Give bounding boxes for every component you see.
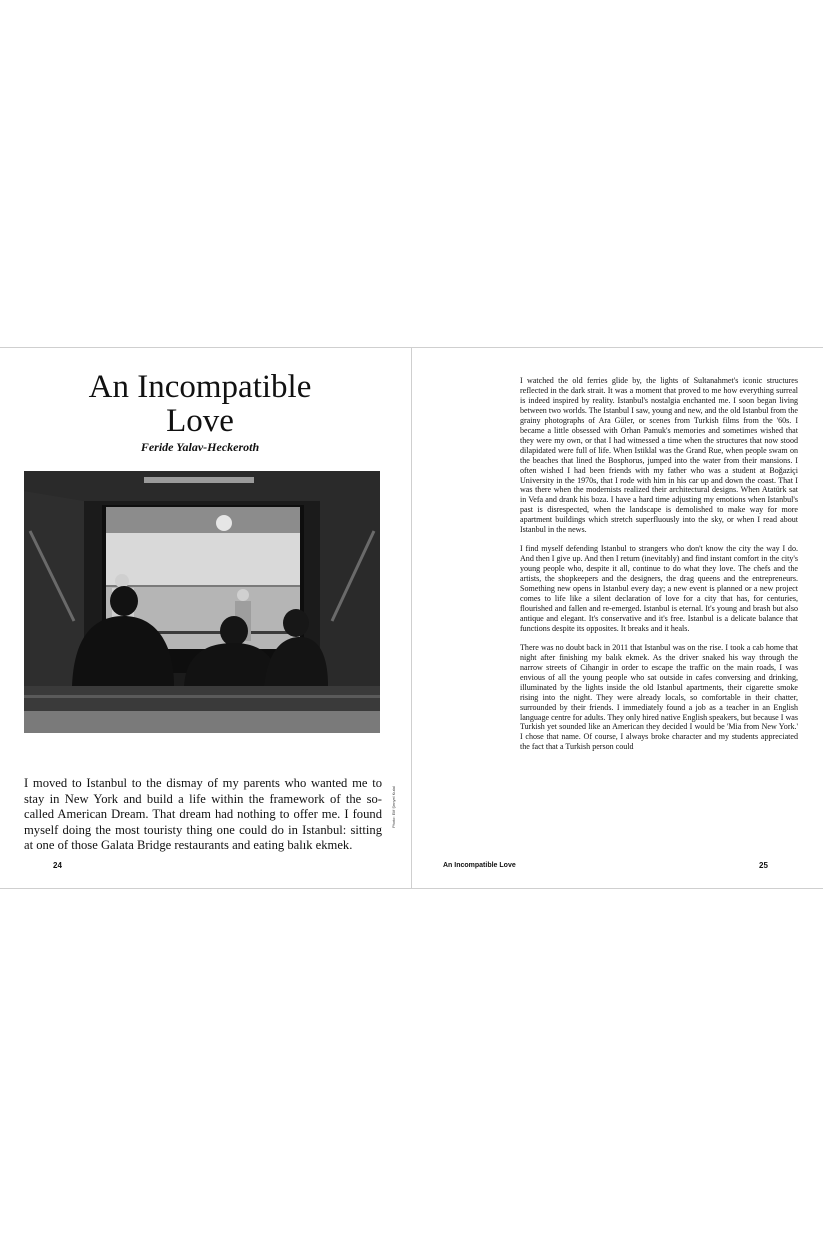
- left-page: [0, 347, 411, 889]
- ferry-photo-illustration: [24, 471, 380, 733]
- intro-paragraph: I moved to Istanbul to the dismay of my parents who wanted me to stay in New York and build a life within the framework of the so-called American Dream. That dream had nothing to offer me. I found myself doing the most touristy thing one could do in Istanbul: sitting at one of those Galata Bridge restaurants and eating balık ekmek.: [24, 776, 382, 852]
- right-page: [411, 347, 823, 889]
- article-photo: [24, 471, 380, 733]
- article-body: [520, 376, 798, 761]
- body-paragraph: I find myself defending Istanbul to strangers who don't know the city the way I do. And then I give up. And then I return (inevitably) and find instant comfort in the city's young people who, despite it all, continue to do what they love. The chefs and the artists, the shopkeepers and the designers, the drag queens and the entrepreneurs. Something new opens in Istanbul every day; a new event is planned or a new project comes to life like a silent declaration of love for a city that has, for centuries, flourished and fallen and re-emerged. Istanbul is eternal. It's young and brash but also antique and elegant. It's conservative and it's free. Istanbul is a delicate balance that functions despite its opposites. It breaks and it heals.: [520, 544, 798, 633]
- title-line-2: Love: [166, 403, 234, 439]
- running-title: An Incompatible Love: [443, 862, 516, 869]
- article-title: [30, 370, 370, 438]
- body-paragraph: There was no doubt back in 2011 that Istanbul was on the rise. I took a cab home that night after finishing my balık ekmek. As the driver snaked his way through the narrow streets of Cihangir in order to escape the traffic on the main roads, I was envious of all the young people who sat outside in cafes conversing and drinking, illuminated by the lights inside the old Istanbul apartments, their cigarette smoke rising into the night. They were already locals, so comfortable in their chatter, surrounded by their friends. I immediately found a job as a teacher in an English language centre for adults. They only hired native English speakers, but because I was Turkish yet sounded like an American they decided I would be 'Mia from New York.' I chose that name. Of course, I always broke character and my students appreciated the fact that a Turkish person could: [520, 642, 798, 752]
- title-line-1: An Incompatible: [88, 369, 312, 405]
- magazine-spread: [0, 347, 823, 887]
- photo-credit: Photo: Elif Şenyel Kutal: [391, 786, 396, 828]
- page-number-right: 25: [759, 861, 768, 870]
- page-number-left: 24: [53, 861, 62, 870]
- body-paragraph: I watched the old ferries glide by, the lights of Sultanahmet's iconic structures reflected in the dark strait. It was a moment that proved to me how everything surreal is indeed inspired by reality. Istanbul's nostalgia enchanted me. I soon began living between two worlds. The Istanbul I saw, young and new, and the old Istanbul from the grainy photographs of Ara Güler, or scenes from Turkish films from the '60s. I became a little obsessed with Orhan Pamuk's memories and sometimes wished that they were my own, or that I had witnessed a time when the structures that now stood dilapidated were full of life. When Istiklal was the Grand Rue, when people swam on the beaches that lined the Bosphorus, jumped into the water from their mansions. I often wished I had been friends with my father who was a student at Boğaziçi University in the 1970s, that I rode with him in his car up and down the coast. That I was there when the modernists realized their architectural designs. When Atatürk sat in Vefa and drank his boza. I have a hard time adjusting my emotions when Istanbul's past is disrespected, when the landscape is demolished to make way for more apartment buildings which stretch superfluously into the sky, or when I read about Istanbul in the news.: [520, 376, 798, 535]
- author-byline: Feride Yalav-Heckeroth: [140, 440, 260, 454]
